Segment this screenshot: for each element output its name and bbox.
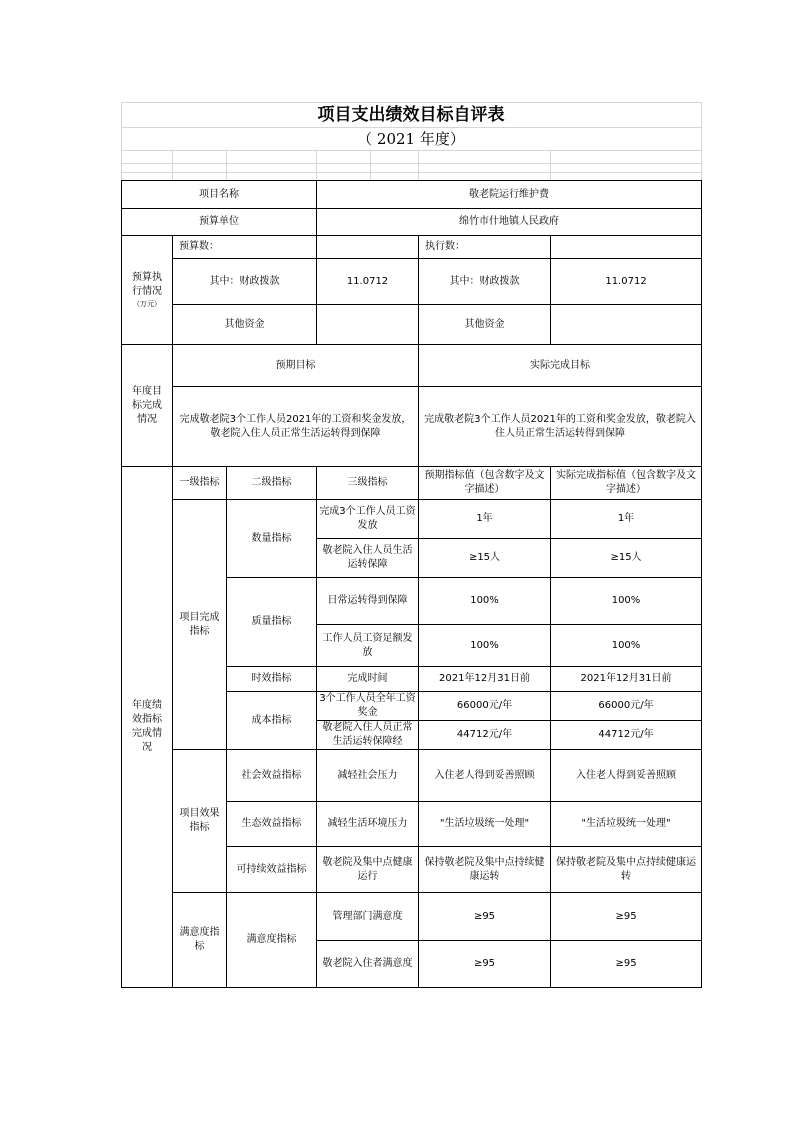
indicator-name: 敬老院入住人员正常生活运转保障经 <box>317 721 419 750</box>
ecological-indicator-label: 生态效益指标 <box>227 802 317 847</box>
indicator-actual: ≥95 <box>551 941 702 988</box>
indicator-expected: 66000元/年 <box>419 692 551 721</box>
col-level1-header: 一级指标 <box>173 467 227 500</box>
budget-amount-label: 预算数： <box>173 236 317 259</box>
indicator-name: 3个工作人员全年工资奖金 <box>317 692 419 721</box>
other-budget-value <box>317 305 419 345</box>
other-exec-value <box>551 305 702 345</box>
fiscal-budget-value: 11.0712 <box>317 259 419 305</box>
indicator-name: 完成3个工作人员工资发放 <box>317 500 419 539</box>
fiscal-exec-label: 其中：财政拨款 <box>419 259 551 305</box>
indicator-name: 工作人员工资足额发放 <box>317 625 419 667</box>
indicator-name: 减轻生活环境压力 <box>317 802 419 847</box>
expected-goal-header: 预期目标 <box>173 345 419 387</box>
group-satisfaction-label: 满意度指标 <box>173 893 227 988</box>
indicator-actual: ≥15人 <box>551 539 702 578</box>
budget-amount-value <box>317 236 419 259</box>
satisfaction-indicator-label: 满意度指标 <box>227 893 317 988</box>
quantity-indicator-label: 数量指标 <box>227 500 317 578</box>
group-effect-label: 项目效果指标 <box>173 750 227 893</box>
budget-unit-label: 预算单位 <box>122 209 317 236</box>
indicator-expected: ≥15人 <box>419 539 551 578</box>
indicator-expected: ≥95 <box>419 893 551 941</box>
indicator-expected: 保持敬老院及集中点持续健康运转 <box>419 847 551 893</box>
group-completion-label: 项目完成指标 <box>173 500 227 750</box>
other-exec-label: 其他资金 <box>419 305 551 345</box>
indicator-name: 日常运转得到保障 <box>317 578 419 625</box>
fiscal-budget-label: 其中：财政拨款 <box>173 259 317 305</box>
col-level3-header: 三级指标 <box>317 467 419 500</box>
budget-section-title: 预算执行情况 <box>132 272 162 297</box>
indicator-actual: 66000元/年 <box>551 692 702 721</box>
col-level2-header: 二级指标 <box>227 467 317 500</box>
indicators-section-label: 年度绩效指标完成情况 <box>122 467 173 988</box>
budget-section-label <box>122 236 173 345</box>
indicator-actual: ≥95 <box>551 893 702 941</box>
indicator-expected: 入住老人得到妥善照顾 <box>419 750 551 802</box>
indicator-expected: 44712元/年 <box>419 721 551 750</box>
col-actual-header: 实际完成指标值（包含数字及文字描述） <box>551 467 702 500</box>
fiscal-exec-value: 11.0712 <box>551 259 702 305</box>
indicator-expected: 1年 <box>419 500 551 539</box>
indicator-actual: "生活垃圾统一处理" <box>551 802 702 847</box>
timeliness-indicator-label: 时效指标 <box>227 667 317 692</box>
actual-goal-header: 实际完成目标 <box>419 345 702 387</box>
indicator-expected: "生活垃圾统一处理" <box>419 802 551 847</box>
indicator-actual: 保持敬老院及集中点持续健康运转 <box>551 847 702 893</box>
goals-section-label: 年度目标完成情况 <box>122 345 173 467</box>
budget-section-unit: （万元） <box>133 300 161 308</box>
indicator-name: 完成时间 <box>317 667 419 692</box>
indicator-actual: 100% <box>551 578 702 625</box>
indicator-name: 敬老院入住人员生活运转保障 <box>317 539 419 578</box>
indicator-name: 管理部门满意度 <box>317 893 419 941</box>
social-indicator-label: 社会效益指标 <box>227 750 317 802</box>
indicator-expected: 2021年12月31日前 <box>419 667 551 692</box>
exec-amount-label: 执行数： <box>419 236 551 259</box>
col-expected-header: 预期指标值（包含数字及文字描述） <box>419 467 551 500</box>
indicator-actual: 100% <box>551 625 702 667</box>
year-subtitle: （ 2021 年度） <box>357 130 465 148</box>
other-budget-label: 其他资金 <box>173 305 317 345</box>
indicator-expected: 100% <box>419 578 551 625</box>
indicator-expected: 100% <box>419 625 551 667</box>
budget-unit-value: 绵竹市什地镇人民政府 <box>317 209 702 236</box>
indicator-actual: 44712元/年 <box>551 721 702 750</box>
page-title: 项目支出绩效目标自评表 <box>317 105 505 125</box>
indicator-name: 敬老院及集中点健康运行 <box>317 847 419 893</box>
indicator-expected: ≥95 <box>419 941 551 988</box>
quality-indicator-label: 质量指标 <box>227 578 317 667</box>
cost-indicator-label: 成本指标 <box>227 692 317 750</box>
indicator-actual: 1年 <box>551 500 702 539</box>
indicator-actual: 入住老人得到妥善照顾 <box>551 750 702 802</box>
actual-goal-text: 完成敬老院3个工作人员2021年的工资和奖金发放，敬老院入住人员正常生活运转得到保障 <box>419 387 702 467</box>
sustainable-indicator-label: 可持续效益指标 <box>227 847 317 893</box>
evaluation-table <box>121 180 702 988</box>
expected-goal-text: 完成敬老院3个工作人员2021年的工资和奖金发放，敬老院入住人员正常生活运转得到保障 <box>173 387 419 467</box>
indicator-actual: 2021年12月31日前 <box>551 667 702 692</box>
indicator-name: 敬老院入住者满意度 <box>317 941 419 988</box>
project-name-value: 敬老院运行维护费 <box>317 181 702 209</box>
exec-amount-value <box>551 236 702 259</box>
project-name-label: 项目名称 <box>122 181 317 209</box>
indicator-name: 减轻社会压力 <box>317 750 419 802</box>
